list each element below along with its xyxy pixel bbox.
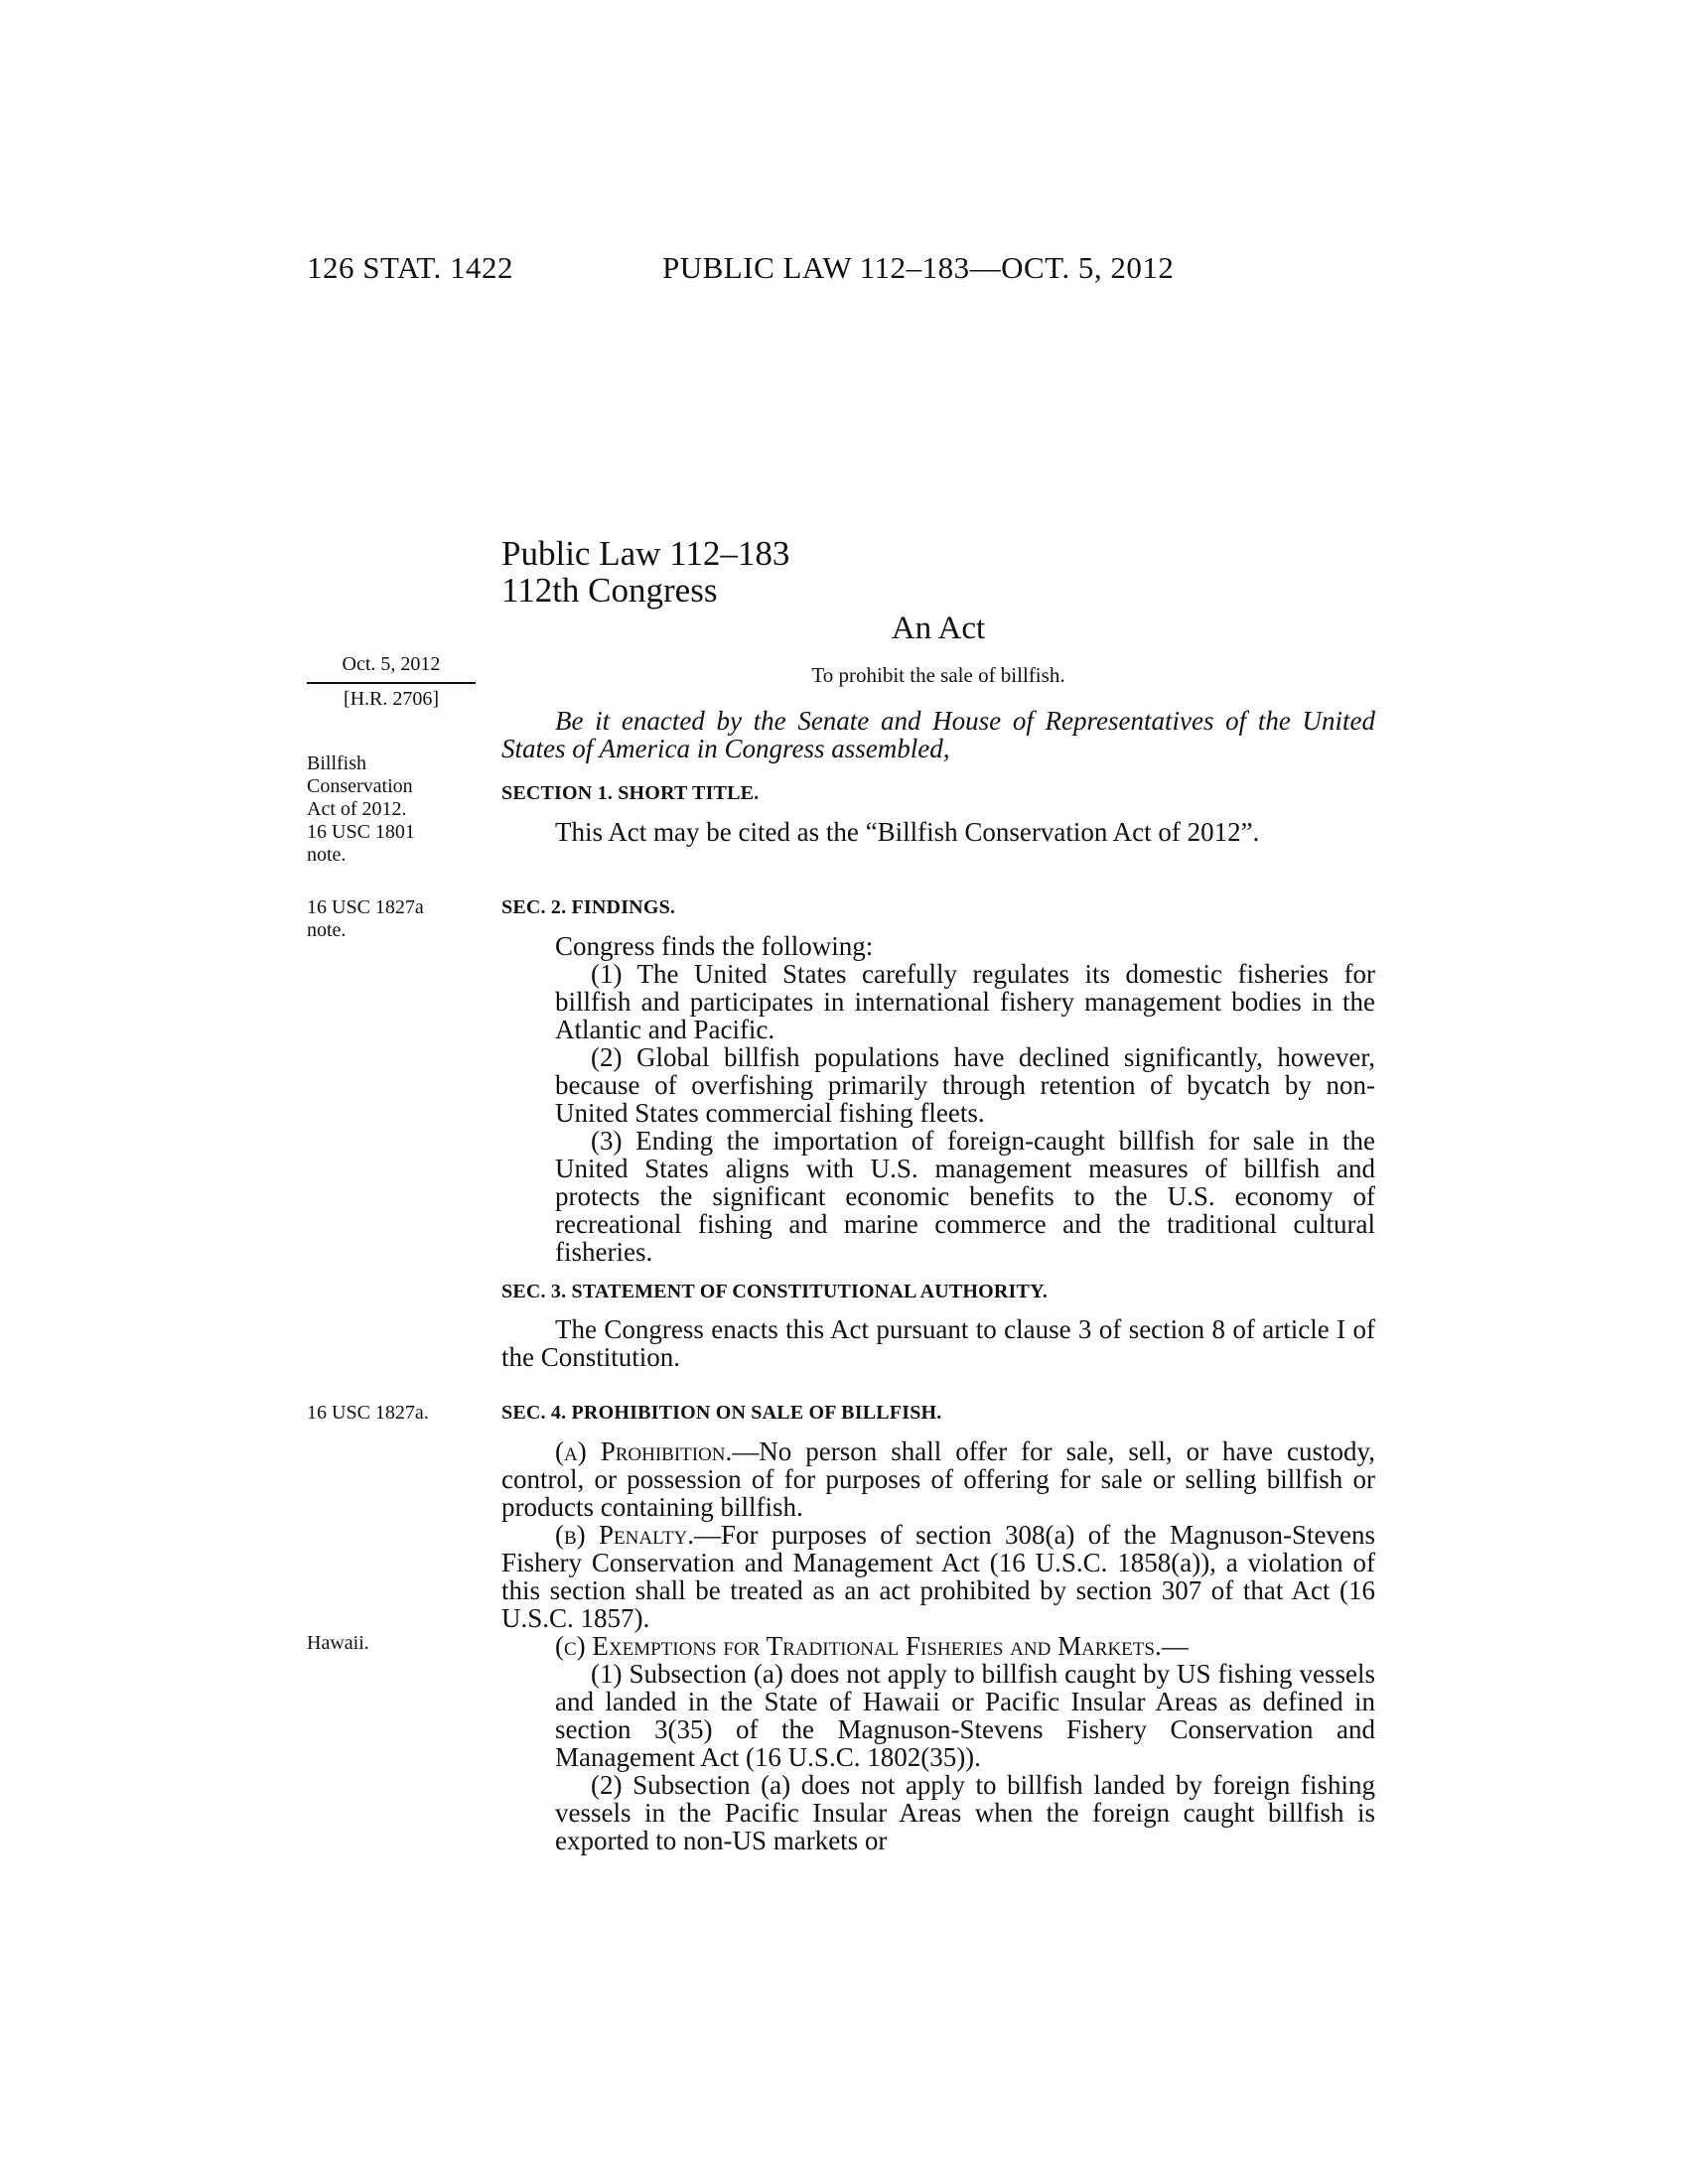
margin-note-line: 16 USC 1801 <box>307 821 415 843</box>
subsection-c <box>501 1632 1375 1660</box>
enacting-clause <box>501 707 1375 762</box>
section-1-heading: SECTION 1. SHORT TITLE. <box>501 782 760 804</box>
enacting-clause-text: Be it enacted by the Senate and House of Representatives of the United States of America in Congress assembled, <box>501 706 1375 763</box>
margin-note-line: Conservation <box>307 775 413 797</box>
margin-note-line: Act of 2012. <box>307 798 407 820</box>
section-1-text: This Act may be cited as the “Billfish Conservation Act of 2012”. <box>555 817 1260 847</box>
finding-item: (2) Global billfish populations have declined significantly, however, because of overfishing primarily through retention of bycatch by non-United States commercial fishing fleets. <box>555 1042 1375 1128</box>
margin-note-line: note. <box>307 844 347 866</box>
findings-intro: Congress finds the following: <box>555 931 874 961</box>
section-4-body <box>501 1437 1375 1854</box>
subsection-b <box>501 1521 1375 1632</box>
margin-note-findings <box>307 896 495 942</box>
section-3-body <box>501 1315 1375 1371</box>
congress-number: 112th Congress <box>501 571 718 610</box>
section-3-text: The Congress enacts this Act pursuant to clause 3 of section 8 of article I of the Constitution. <box>501 1314 1375 1372</box>
finding-item: (3) Ending the importation of foreign-caught billfish for sale in the United States aligns with U.S. management measures of billfish and protects the significant economic benefits to the U.S. economy of recreational fishing and marine commerce and the traditional cultural fisheries. <box>555 1126 1375 1267</box>
an-act-heading: An Act <box>891 611 986 646</box>
section-2-body <box>501 932 1375 1266</box>
subsection-a-label: (a) Prohibition. <box>555 1436 733 1466</box>
margin-note-hawaii: Hawaii. <box>307 1632 369 1654</box>
margin-bill-number: [H.R. 2706] <box>343 688 440 710</box>
margin-note-line: Billfish <box>307 752 367 774</box>
margin-note-sec4: 16 USC 1827a. <box>307 1402 429 1424</box>
public-law-number: Public Law 112–183 <box>501 534 790 573</box>
subsection-c-text: — <box>1161 1631 1189 1661</box>
margin-note-short-title <box>307 752 495 867</box>
section-4-heading: SEC. 4. PROHIBITION ON SALE OF BILLFISH. <box>501 1402 942 1424</box>
section-3-heading: SEC. 3. STATEMENT OF CONSTITUTIONAL AUTHORITY. <box>501 1281 1049 1302</box>
margin-note-line: 16 USC 1827a <box>307 896 424 918</box>
margin-date: Oct. 5, 2012 <box>342 653 441 675</box>
margin-note-line: note. <box>307 919 347 941</box>
section-1-body <box>501 818 1375 846</box>
act-purpose: To prohibit the sale of billfish. <box>811 663 1065 687</box>
page-stat-citation: 126 STAT. 1422 <box>307 250 514 285</box>
paragraph-c2: (2) Subsection (a) does not apply to billfish landed by foreign fishing vessels in the Pacific Insular Areas when the foreign caught billfish is exported to non-US markets or <box>555 1770 1375 1855</box>
section-2-heading: SEC. 2. FINDINGS. <box>501 896 676 918</box>
subsection-b-label: (b) Penalty. <box>555 1520 695 1550</box>
margin-rule <box>307 682 476 684</box>
paragraph-c1: (1) Subsection (a) does not apply to billfish caught by US fishing vessels and landed in the State of Hawaii or Pacific Insular Areas as defined in section 3(35) of the Magnuson-Stevens Fishery Conservation and Management Act (16 U.S.C. 1802(35)). <box>555 1659 1375 1772</box>
subsection-b-text: —For purposes of section 308(a) of the Magnuson-Stevens Fishery Conservation and Management Act (16 U.S.C. 1858(a)), a violation of this section shall be treated as an act prohibited by section 307 of that Act (16 U.S.C. 1857). <box>501 1520 1375 1633</box>
finding-item: (1) The United States carefully regulates its domestic fisheries for billfish and participates in international fishery management bodies in the Atlantic and Pacific. <box>555 959 1375 1044</box>
subsection-c-label: (c) Exemptions for Traditional Fisheries and Markets. <box>555 1631 1162 1661</box>
subsection-a <box>501 1437 1375 1521</box>
subsection-a-text: —No person shall offer for sale, sell, or have custody, control, or possession of for purposes of offering for sale or selling billfish or products containing billfish. <box>501 1436 1375 1522</box>
running-title: PUBLIC LAW 112–183—OCT. 5, 2012 <box>662 250 1175 285</box>
